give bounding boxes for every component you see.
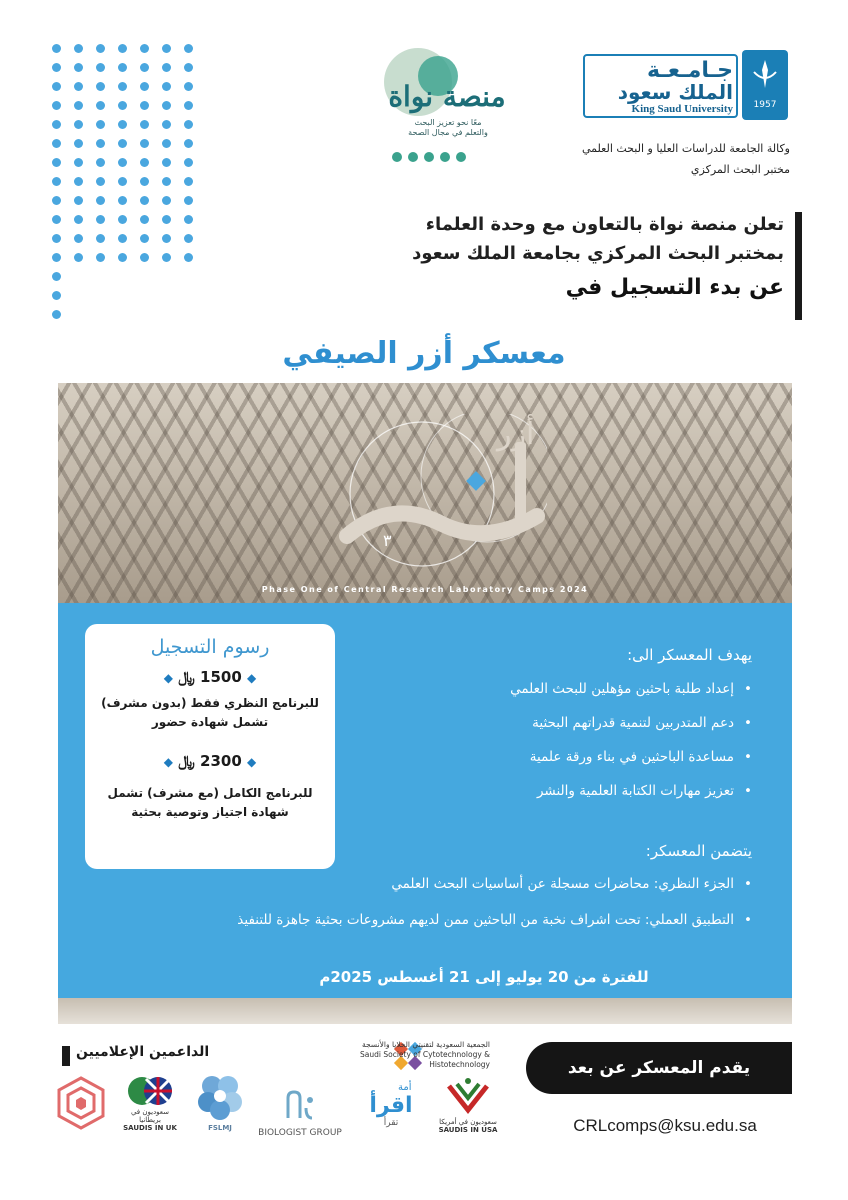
goals-section bbox=[332, 646, 752, 808]
biologist-group-name: BIOLOGIST GROUP bbox=[258, 1128, 342, 1138]
azr-logo-text: أزر bbox=[497, 417, 535, 452]
uk-saudi-flag-icon bbox=[126, 1076, 174, 1106]
goals-heading: يهدف المعسكر الى: bbox=[627, 646, 752, 664]
ksu-name-en: King Saud University bbox=[631, 103, 733, 115]
nawah-icon-2 bbox=[408, 152, 418, 162]
nawah-logo-name: منصة نواة bbox=[388, 80, 506, 113]
contents-heading: يتضمن المعسكر: bbox=[645, 842, 752, 860]
society-name-ar: الجمعية السعودية لتقنيتي الخلايا والأنسجة bbox=[361, 1040, 490, 1049]
contents-section bbox=[112, 842, 752, 938]
ksu-lab: مختبر البحث المركزي bbox=[690, 163, 790, 176]
ksu-name-ar: جـامـعـة bbox=[646, 58, 733, 83]
ksu-year: 1957 bbox=[753, 100, 777, 110]
ksu-emblem-icon bbox=[742, 50, 788, 120]
ksu-department bbox=[582, 138, 790, 180]
uk-name-en: SAUDIS IN UK bbox=[123, 1124, 177, 1132]
diamond-icon: ◆ bbox=[163, 671, 173, 685]
ksu-name-ar-2: الملك سعود bbox=[617, 80, 733, 104]
diamond-icon: ◆ bbox=[247, 755, 257, 769]
iqraa-bottom: تقرأ bbox=[383, 1118, 399, 1128]
announcement-bar bbox=[795, 212, 802, 320]
dot-column-decoration bbox=[52, 272, 61, 319]
phase-caption: Phase One of Central Research Laboratory Camps 2024 bbox=[261, 585, 589, 594]
fee-option-2-price bbox=[85, 752, 335, 770]
announcement-line-1: تعلن منصة نواة بالتعاون مع وحدة العلماء bbox=[425, 214, 784, 235]
azr-logo-number: ٣ bbox=[383, 531, 392, 550]
ummah-iqraa-logo bbox=[356, 1082, 426, 1128]
announcement-line-3: عن بدء التسجيل في bbox=[565, 275, 784, 300]
fees-card bbox=[85, 624, 335, 869]
fee-option-2-desc-2: شهادة اجتياز وتوصية بحثية bbox=[131, 805, 289, 819]
goal-item: • تعزيز مهارات الكتابة العلمية والنشر bbox=[332, 774, 752, 808]
uk-name-ar: سعوديون في بريطانيا bbox=[130, 1108, 170, 1124]
azr-camp-logo bbox=[337, 414, 547, 569]
society-name bbox=[300, 1040, 490, 1070]
nawah-icon-4 bbox=[440, 152, 450, 162]
biologist-group-icon bbox=[280, 1086, 320, 1126]
fee-option-1-desc bbox=[85, 694, 335, 732]
society-name-en: Saudi Society of Cytotechnology & Histotechnology bbox=[360, 1050, 490, 1069]
goal-item: • مساعدة الباحثين في بناء ورقة علمية bbox=[332, 740, 752, 774]
fee-option-1-desc-2: تشمل شهادة حضور bbox=[151, 715, 269, 729]
fee-option-2-desc bbox=[85, 784, 335, 822]
remote-camp-banner: يقدم المعسكر عن بعد bbox=[526, 1042, 792, 1094]
content-item: • التطبيق العملي: تحت اشراف نخبة من الباحثين ممن لديهم مشروعات بحثية جاهزة للتنفيذ bbox=[112, 902, 752, 938]
goal-item: • دعم المتدربين لتنمية قدراتهم البحثية bbox=[332, 706, 752, 740]
nawah-icon-5 bbox=[456, 152, 466, 162]
diamond-icon: ◆ bbox=[247, 671, 257, 685]
fee-option-2-desc-1: للبرنامج الكامل (مع مشرف) تشمل bbox=[107, 786, 313, 800]
goals-list bbox=[332, 672, 752, 808]
media-heading-bar bbox=[62, 1046, 70, 1066]
iqraa-top: أمة bbox=[398, 1082, 412, 1093]
announcement-line-2: بمختبر البحث المركزي بجامعة الملك سعود bbox=[412, 243, 784, 264]
fee-option-2-amount: 2300 ﷼ bbox=[178, 752, 242, 770]
iqraa-mid: اقرأ bbox=[369, 1093, 413, 1118]
fee-option-1-price bbox=[85, 668, 335, 686]
contents-list bbox=[112, 866, 752, 938]
nawah-tagline-1: معًا نحو تعزيز البحث bbox=[414, 118, 482, 127]
dot-grid-decoration bbox=[52, 44, 206, 272]
diamond-icon: ◆ bbox=[163, 755, 173, 769]
announcement bbox=[412, 210, 784, 308]
fslmj-name: FSLMJ bbox=[208, 1124, 232, 1132]
fee-option-1-desc-1: للبرنامج النظري فقط (بدون مشرف) bbox=[101, 696, 319, 710]
ksu-deanship: وكالة الجامعة للدراسات العليا و البحث العلمي bbox=[582, 142, 790, 155]
usa-name-ar: سعوديون في أمريكا bbox=[439, 1118, 497, 1126]
camp-title: معسكر أزر الصيفي bbox=[282, 336, 566, 371]
nawah-tagline-2: والتعلم في مجال الصحة bbox=[408, 128, 488, 137]
saudis-in-uk-logo bbox=[120, 1076, 180, 1132]
nawah-tagline bbox=[378, 118, 518, 138]
goal-item: • إعداد طلبة باحثين مؤهلين للبحث العلمي bbox=[332, 672, 752, 706]
camp-dates: للفترة من 20 يوليو إلى 21 أغسطس 2025م bbox=[319, 968, 649, 986]
nawah-icon-1 bbox=[392, 152, 402, 162]
fees-title: رسوم التسجيل bbox=[150, 636, 270, 658]
media-supporters-heading: الداعمين الإعلاميين bbox=[76, 1044, 210, 1060]
fee-option-1-amount: 1500 ﷼ bbox=[178, 668, 242, 686]
saudis-in-usa-logo bbox=[436, 1076, 500, 1134]
content-item: • الجزء النظري: محاضرات مسجلة عن أساسيات البحث العلمي bbox=[112, 866, 752, 902]
flower-icon bbox=[192, 1072, 248, 1122]
fslmj-logo bbox=[188, 1072, 252, 1132]
biologist-group-logo bbox=[255, 1086, 345, 1138]
cube-logo-icon bbox=[56, 1076, 106, 1130]
usa-name-en: SAUDIS IN USA bbox=[438, 1126, 498, 1134]
nawah-icons bbox=[392, 152, 466, 162]
nawah-icon-3 bbox=[424, 152, 434, 162]
contact-email[interactable]: CRLcomps@ksu.edu.sa bbox=[573, 1116, 757, 1135]
saudis-usa-emblem-icon bbox=[445, 1076, 491, 1116]
photo-base-strip bbox=[58, 998, 792, 1024]
